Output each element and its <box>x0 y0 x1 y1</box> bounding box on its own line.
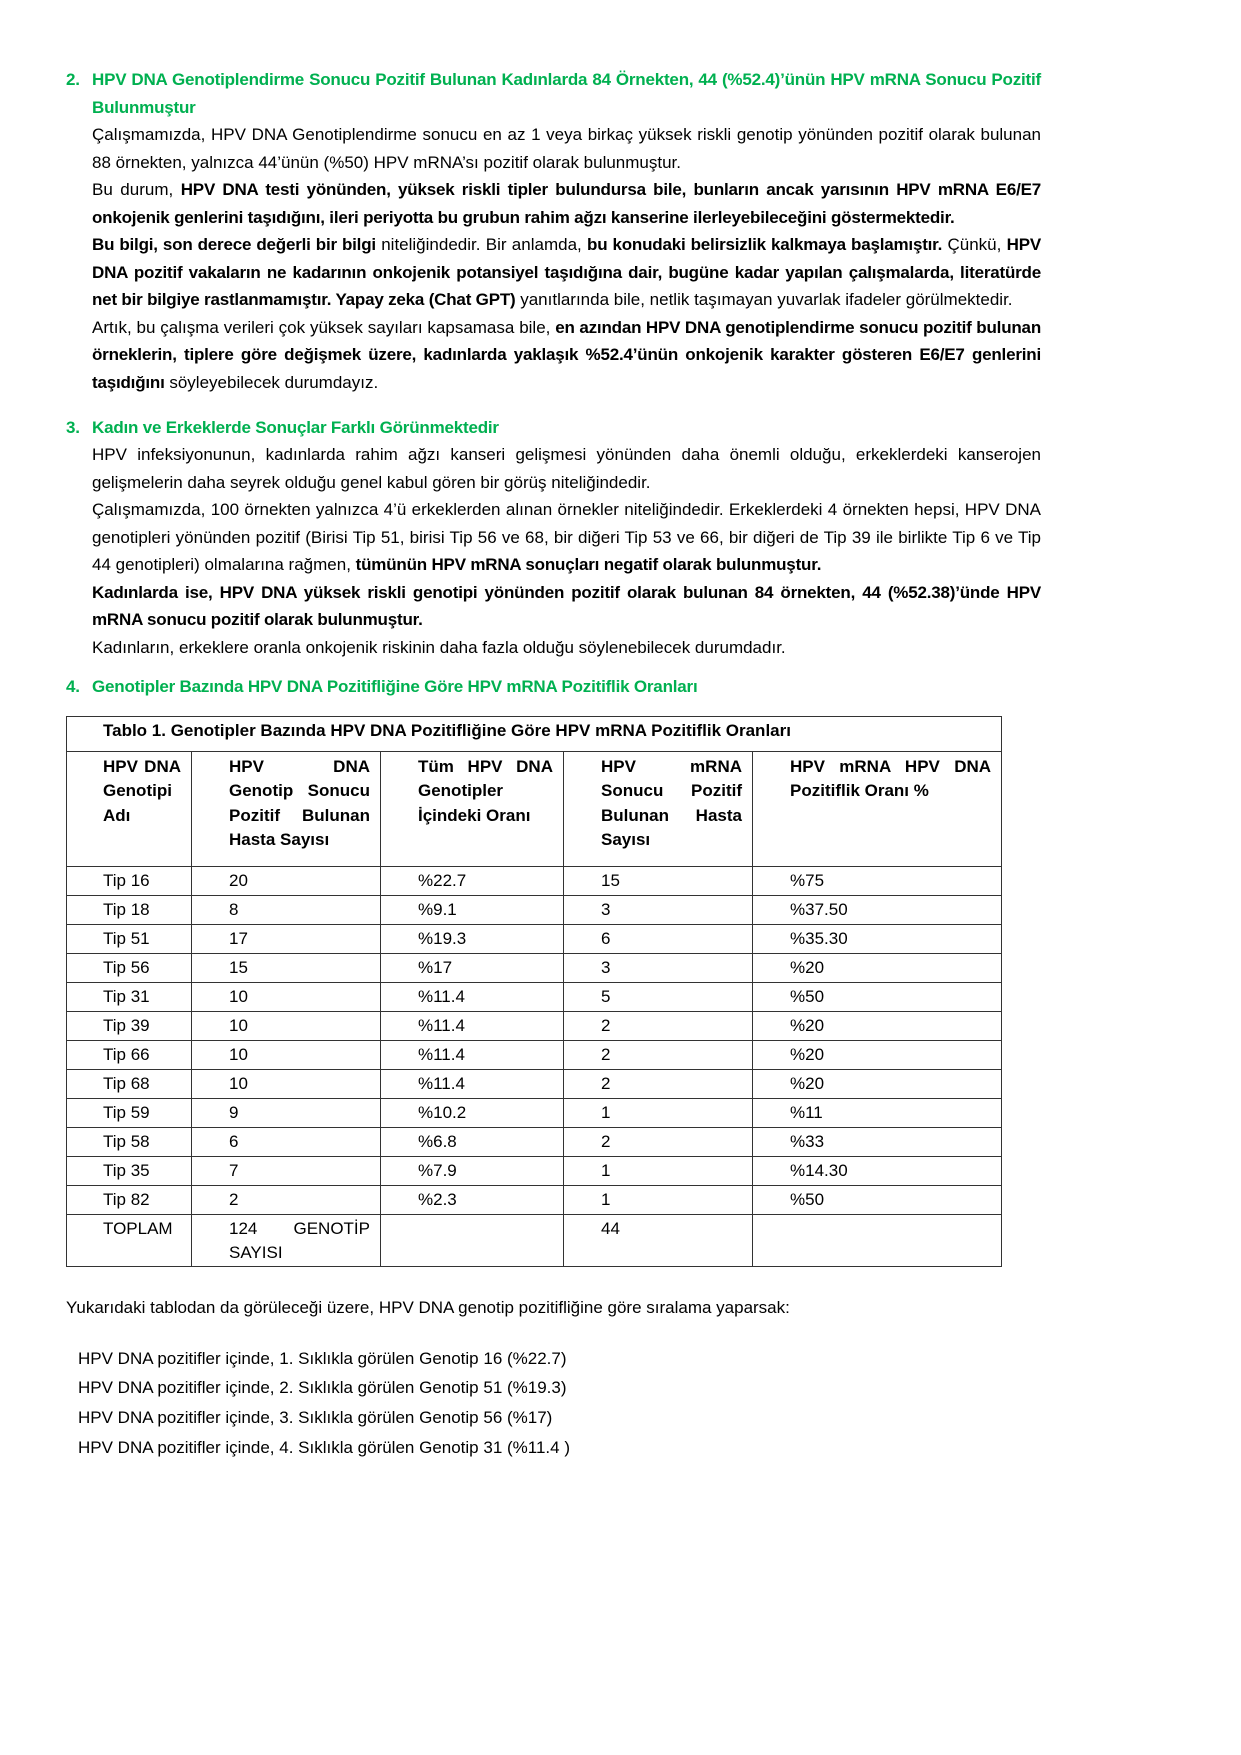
dna-positive-count-cell: 10 <box>192 1011 381 1040</box>
genotype-table <box>66 716 1002 1267</box>
section-2-heading <box>66 66 1041 121</box>
dna-positive-count-cell: 10 <box>192 1040 381 1069</box>
section-4 <box>66 673 1041 1267</box>
share-cell: %11.4 <box>381 1011 564 1040</box>
dna-positive-count-cell: 15 <box>192 953 381 982</box>
dna-positive-count-cell: 2 <box>192 1185 381 1214</box>
mrna-positive-count-cell: 3 <box>564 895 753 924</box>
ranking-list <box>66 1344 1041 1463</box>
text-run: söyleyebilecek durumdayız. <box>164 372 379 392</box>
summary-intro: Yukarıdaki tablodan da görüleceği üzere, HPV DNA genotip pozitifliğine göre sıralama yaparsak: <box>66 1297 790 1317</box>
table-row <box>67 1127 1002 1156</box>
header-dna-positive-count: HPV DNA Genotip Sonucu Pozitif Bulunan Hasta Sayısı <box>192 751 381 866</box>
mrna-dna-rate-cell: %35.30 <box>753 924 1002 953</box>
share-cell: %6.8 <box>381 1127 564 1156</box>
table-row <box>67 895 1002 924</box>
dna-positive-count-cell: 10 <box>192 1069 381 1098</box>
share-cell: %11.4 <box>381 1069 564 1098</box>
mrna-dna-rate-cell: %33 <box>753 1127 1002 1156</box>
table-row <box>67 1098 1002 1127</box>
paragraph <box>92 231 1041 314</box>
mrna-dna-rate-cell: %20 <box>753 1040 1002 1069</box>
dna-positive-count-cell: 8 <box>192 895 381 924</box>
section-2-body <box>92 121 1041 396</box>
header-mrna-dna-rate: HPV mRNA HPV DNA Pozitiflik Oranı % <box>753 751 1002 866</box>
text-run: HPV infeksiyonunun, kadınlarda rahim ağzı kanseri gelişmesi yönünden daha önemli olduğu, erkeklerdeki kanserojen gelişmelerin daha seyrek olduğu genel kabul gören bir görüş niteliğindedir. <box>92 445 1041 492</box>
table-caption-row <box>67 716 1002 751</box>
bold-text-run: Kadınlarda ise, HPV DNA yüksek riskli genotipi yönünden pozitif olarak bulunan 84 örnekten, 44 (%52.38)’ünde HPV mRNA sonucu pozitif olarak bulunmuştur. <box>92 582 1041 629</box>
section-2 <box>66 66 1041 396</box>
bold-text-run: en azından HPV DNA genotiplendirme sonucu pozitif bulunan örneklerin, tiplere göre değişmek üzere, kadınlarda yaklaşık %52.4’ünün onkojenik karakter gösteren E6/E7 genlerini taşıdığını <box>92 317 1041 392</box>
share-cell: %19.3 <box>381 924 564 953</box>
mrna-positive-count-cell: 6 <box>564 924 753 953</box>
text-run: niteliğindedir. Bir anlamda, <box>375 235 588 254</box>
paragraph <box>92 441 1041 496</box>
empty-cell <box>381 1214 564 1266</box>
genotype-cell: Tip 56 <box>67 953 192 982</box>
mrna-positive-count-cell: 1 <box>564 1098 753 1127</box>
section-3 <box>66 414 1041 662</box>
mrna-dna-rate-cell: %20 <box>753 1011 1002 1040</box>
mrna-dna-rate-cell: %75 <box>753 866 1002 895</box>
section-4-heading <box>66 673 1041 701</box>
ranking-item: HPV DNA pozitifler içinde, 4. Sıklıkla görülen Genotip 31 (%11.4 ) <box>78 1437 570 1457</box>
share-cell: %9.1 <box>381 895 564 924</box>
bold-text-run: bu konudaki belirsizlik kalkmaya başlamıştır. <box>587 235 943 254</box>
dna-positive-count-cell: 9 <box>192 1098 381 1127</box>
total-mrna-positive-cell: 44 <box>564 1214 753 1266</box>
dna-positive-count-cell: 17 <box>192 924 381 953</box>
mrna-dna-rate-cell: %50 <box>753 1185 1002 1214</box>
section-title: Genotipler Bazında HPV DNA Pozitifliğine Göre HPV mRNA Pozitiflik Oranları <box>92 676 698 696</box>
mrna-positive-count-cell: 15 <box>564 866 753 895</box>
table-row <box>67 1185 1002 1214</box>
mrna-positive-count-cell: 1 <box>564 1156 753 1185</box>
genotype-cell: Tip 82 <box>67 1185 192 1214</box>
table-row <box>67 1156 1002 1185</box>
text-run: yanıtlarında bile, netlik taşımayan yuvarlak ifadeler görülmektedir. <box>515 290 1013 309</box>
header-share-of-genotypes: Tüm HPV DNA Genotipler İçindeki Oranı <box>381 751 564 866</box>
paragraph <box>92 496 1041 579</box>
bold-text-run: HPV DNA testi yönünden, yüksek riskli tipler bulundursa bile, bunların ancak yarısının HPV mRNA E6/E7 onkojenik genlerini taşıdığını, ileri periyotta bu grubun rahim ağzı kanserine ilerleyebileceğini göstermektedir. <box>92 180 1041 227</box>
text-run: Çalışmamızda, HPV DNA Genotiplendirme sonucu en az 1 veya birkaç yüksek riskli genotip yönünden pozitif olarak bulunan 88 örnekten, yalnızca 44’ünün (%50) HPV mRNA’sı pozitif olarak bulunmuştur. <box>92 125 1041 172</box>
section-number: 2. <box>66 70 80 89</box>
total-dna-positive-cell: 124 GENOTİP SAYISI <box>192 1214 381 1266</box>
header-genotype-name: HPV DNA Genotipi Adı <box>67 751 192 866</box>
paragraph <box>92 121 1041 176</box>
text-run: Artık, bu çalışma verileri çok yüksek sayıları kapsamasa bile, <box>92 317 556 337</box>
dna-positive-count-cell: 6 <box>192 1127 381 1156</box>
mrna-dna-rate-cell: %14.30 <box>753 1156 1002 1185</box>
share-cell: %2.3 <box>381 1185 564 1214</box>
text-run: Çünkü, <box>942 235 1007 254</box>
genotype-cell: Tip 16 <box>67 866 192 895</box>
section-3-heading <box>66 414 1041 442</box>
genotype-cell: Tip 35 <box>67 1156 192 1185</box>
section-title: Kadın ve Erkeklerde Sonuçlar Farklı Görünmektedir <box>92 417 499 437</box>
table-caption: Tablo 1. Genotipler Bazında HPV DNA Pozitifliğine Göre HPV mRNA Pozitiflik Oranları <box>67 716 1002 751</box>
mrna-positive-count-cell: 5 <box>564 982 753 1011</box>
ranking-item: HPV DNA pozitifler içinde, 2. Sıklıkla görülen Genotip 51 (%19.3) <box>78 1378 567 1398</box>
mrna-positive-count-cell: 2 <box>564 1040 753 1069</box>
table-row <box>67 982 1002 1011</box>
paragraph <box>92 176 1041 231</box>
paragraph <box>92 314 1041 397</box>
total-label-cell: TOPLAM <box>67 1214 192 1266</box>
mrna-dna-rate-cell: %11 <box>753 1098 1002 1127</box>
mrna-positive-count-cell: 2 <box>564 1069 753 1098</box>
genotype-cell: Tip 66 <box>67 1040 192 1069</box>
section-number: 3. <box>66 417 80 437</box>
table-row <box>67 1011 1002 1040</box>
table-total-row <box>67 1214 1002 1266</box>
share-cell: %11.4 <box>381 982 564 1011</box>
mrna-positive-count-cell: 2 <box>564 1127 753 1156</box>
genotype-cell: Tip 59 <box>67 1098 192 1127</box>
section-title: HPV DNA Genotiplendirme Sonucu Pozitif Bulunan Kadınlarda 84 Örnekten, 44 (%52.4)’ünün HPV mRNA Sonucu Pozitif Bulunmuştur <box>92 70 1041 117</box>
bold-text-run: HPV DNA pozitif vakaların ne kadarının onkojenik potansiyel taşıdığına dair, bugüne kadar yapılan çalışmalarda, literatürde net bir bilgiye rastlanmamıştır. Yapay zeka (Chat GPT) <box>92 235 1041 309</box>
share-cell: %11.4 <box>381 1040 564 1069</box>
text-run: Bu durum, <box>92 180 181 199</box>
ranking-item: HPV DNA pozitifler içinde, 1. Sıklıkla görülen Genotip 16 (%22.7) <box>78 1348 567 1368</box>
share-cell: %17 <box>381 953 564 982</box>
genotype-cell: Tip 18 <box>67 895 192 924</box>
genotype-cell: Tip 39 <box>67 1011 192 1040</box>
mrna-positive-count-cell: 1 <box>564 1185 753 1214</box>
mrna-positive-count-cell: 2 <box>564 1011 753 1040</box>
mrna-positive-count-cell: 3 <box>564 953 753 982</box>
ranking-item: HPV DNA pozitifler içinde, 3. Sıklıkla görülen Genotip 56 (%17) <box>78 1407 553 1427</box>
genotype-cell: Tip 68 <box>67 1069 192 1098</box>
table-row <box>67 924 1002 953</box>
table-row <box>67 1069 1002 1098</box>
genotype-cell: Tip 31 <box>67 982 192 1011</box>
paragraph <box>92 579 1041 634</box>
page-content <box>66 66 1041 1462</box>
text-run: Kadınların, erkeklere oranla onkojenik riskinin daha fazla olduğu söylenebilecek durumdadır. <box>92 637 786 657</box>
section-3-body <box>92 441 1041 661</box>
table-row <box>67 1040 1002 1069</box>
header-mrna-positive-count: HPV mRNA Sonucu Pozitif Bulunan Hasta Sayısı <box>564 751 753 866</box>
mrna-dna-rate-cell: %20 <box>753 953 1002 982</box>
mrna-dna-rate-cell: %20 <box>753 1069 1002 1098</box>
genotype-cell: Tip 58 <box>67 1127 192 1156</box>
share-cell: %7.9 <box>381 1156 564 1185</box>
text-run: Çalışmamızda, 100 örnekten yalnızca 4’ü erkeklerden alınan örnekler niteliğindedir. Erkeklerdeki 4 örnekten hepsi, HPV DNA genotipleri yönünden pozitif (Birisi Tip 51, birisi Tip 56 ve 68, bir diğeri Tip 53 ve 66, bir diğeri de Tip 39 ile birlikte Tip 6 ve Tip 44 genotipleri) olmalarına rağmen, <box>92 500 1041 574</box>
dna-positive-count-cell: 10 <box>192 982 381 1011</box>
table-header-row <box>67 751 1002 866</box>
mrna-dna-rate-cell: %50 <box>753 982 1002 1011</box>
dna-positive-count-cell: 7 <box>192 1156 381 1185</box>
dna-positive-count-cell: 20 <box>192 866 381 895</box>
mrna-dna-rate-cell: %37.50 <box>753 895 1002 924</box>
bold-text-run: tümünün HPV mRNA sonuçları negatif olarak bulunmuştur. <box>355 555 822 574</box>
genotype-cell: Tip 51 <box>67 924 192 953</box>
empty-cell <box>753 1214 1002 1266</box>
share-cell: %22.7 <box>381 866 564 895</box>
bold-text-run: Bu bilgi, son derece değerli bir bilgi <box>92 235 376 254</box>
table-row <box>67 953 1002 982</box>
section-number: 4. <box>66 676 80 696</box>
share-cell: %10.2 <box>381 1098 564 1127</box>
paragraph <box>92 634 1041 662</box>
table-row <box>67 866 1002 895</box>
